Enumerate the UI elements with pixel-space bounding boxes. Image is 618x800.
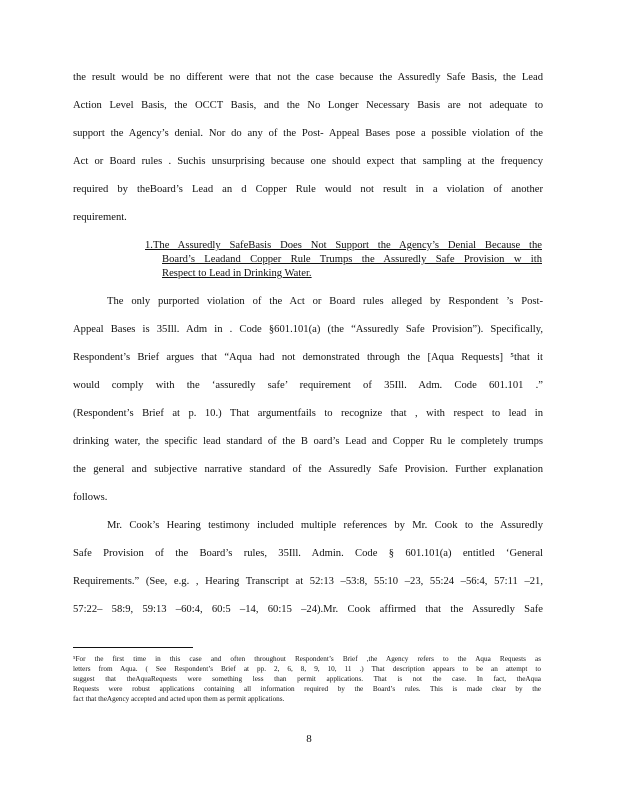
body-line: Safe Provision of the Board’s rules, 35Ill. Admin. Code § 601.101(a) entitled ‘General [73, 548, 543, 559]
body-line: Appeal Bases is 35Ill. Adm in . Code §601.101(a) (the “Assuredly Safe Provision”). Specifically, [73, 324, 543, 335]
body-line: required by theBoard’s Lead an d Copper Rule would not result in a violation of another [73, 184, 543, 195]
body-line: follows. [73, 492, 108, 503]
body-line: Action Level Basis, the OCCT Basis, and the No Longer Necessary Basis are not adequate to [73, 100, 543, 111]
body-line: 57:22– 58:9, 59:13 –60:4, 60:5 –14, 60:15 –24).Mr. Cook affirmed that the Assuredly Safe [73, 604, 543, 615]
footnote-divider [73, 647, 193, 648]
page-number: 8 [306, 733, 312, 745]
footnote-line: suggest that theAquaRequests were something less than permit applications. That is not the case. In fact, theAqua [73, 675, 541, 683]
body-line: the result would be no different were that not the case because the Assuredly Safe Basis, the Lead [73, 72, 543, 83]
body-line: Mr. Cook’s Hearing testimony included multiple references by Mr. Cook to the Assuredly [107, 520, 543, 531]
body-line: The only purported violation of the Act or Board rules alleged by Respondent ’s Post- [107, 296, 543, 307]
body-line: would comply with the ‘assuredly safe’ requirement of 35Ill. Adm. Code 601.101 .” [73, 380, 543, 391]
body-line: requirement. [73, 212, 127, 223]
body-line: (Respondent’s Brief at p. 10.) That argumentfails to recognize that , with respect to lead in [73, 408, 543, 419]
body-line: support the Agency’s denial. Nor do any of the Post- Appeal Bases pose a possible violation of the [73, 128, 543, 139]
body-line: the general and subjective narrative standard of the Assuredly Safe Provision. Further explanation [73, 464, 543, 475]
footnote-line: ⁵For the first time in this case and often throughout Respondent’s Brief ,the Agency refers to the Aqua Requests as [73, 655, 541, 663]
body-line: Act or Board rules . Suchis unsurprising because one should expect that sampling at the frequency [73, 156, 543, 167]
footnote-line: Requests were robust applications containing all information required by the Board’s rules. This is made clear by the [73, 685, 541, 693]
body-line: Requirements.” (See, e.g. , Hearing Transcript at 52:13 –53:8, 55:10 –23, 55:24 –56:4, 57:11 –21, [73, 576, 543, 587]
body-line: drinking water, the specific lead standard of the B oard’s Lead and Copper Ru le completely trumps [73, 436, 543, 447]
section-heading-line: Board’s Leadand Copper Rule Trumps the Assuredly Safe Provision w ith [162, 254, 542, 265]
footnote-line: letters from Aqua. ( See Respondent’s Brief at pp. 2, 6, 8, 9, 10, 11 .) That description appears to be an attempt to [73, 665, 541, 673]
body-line: Respondent’s Brief argues that “Aqua had not demonstrated through the [Aqua Requests] ⁵that it [73, 352, 543, 363]
section-heading-line: 1.The Assuredly SafeBasis Does Not Support the Agency’s Denial Because the [145, 240, 542, 251]
section-heading-line: Respect to Lead in Drinking Water. [162, 268, 312, 279]
footnote-line: fact that theAgency accepted and acted upon them as permit applications. [73, 695, 285, 703]
